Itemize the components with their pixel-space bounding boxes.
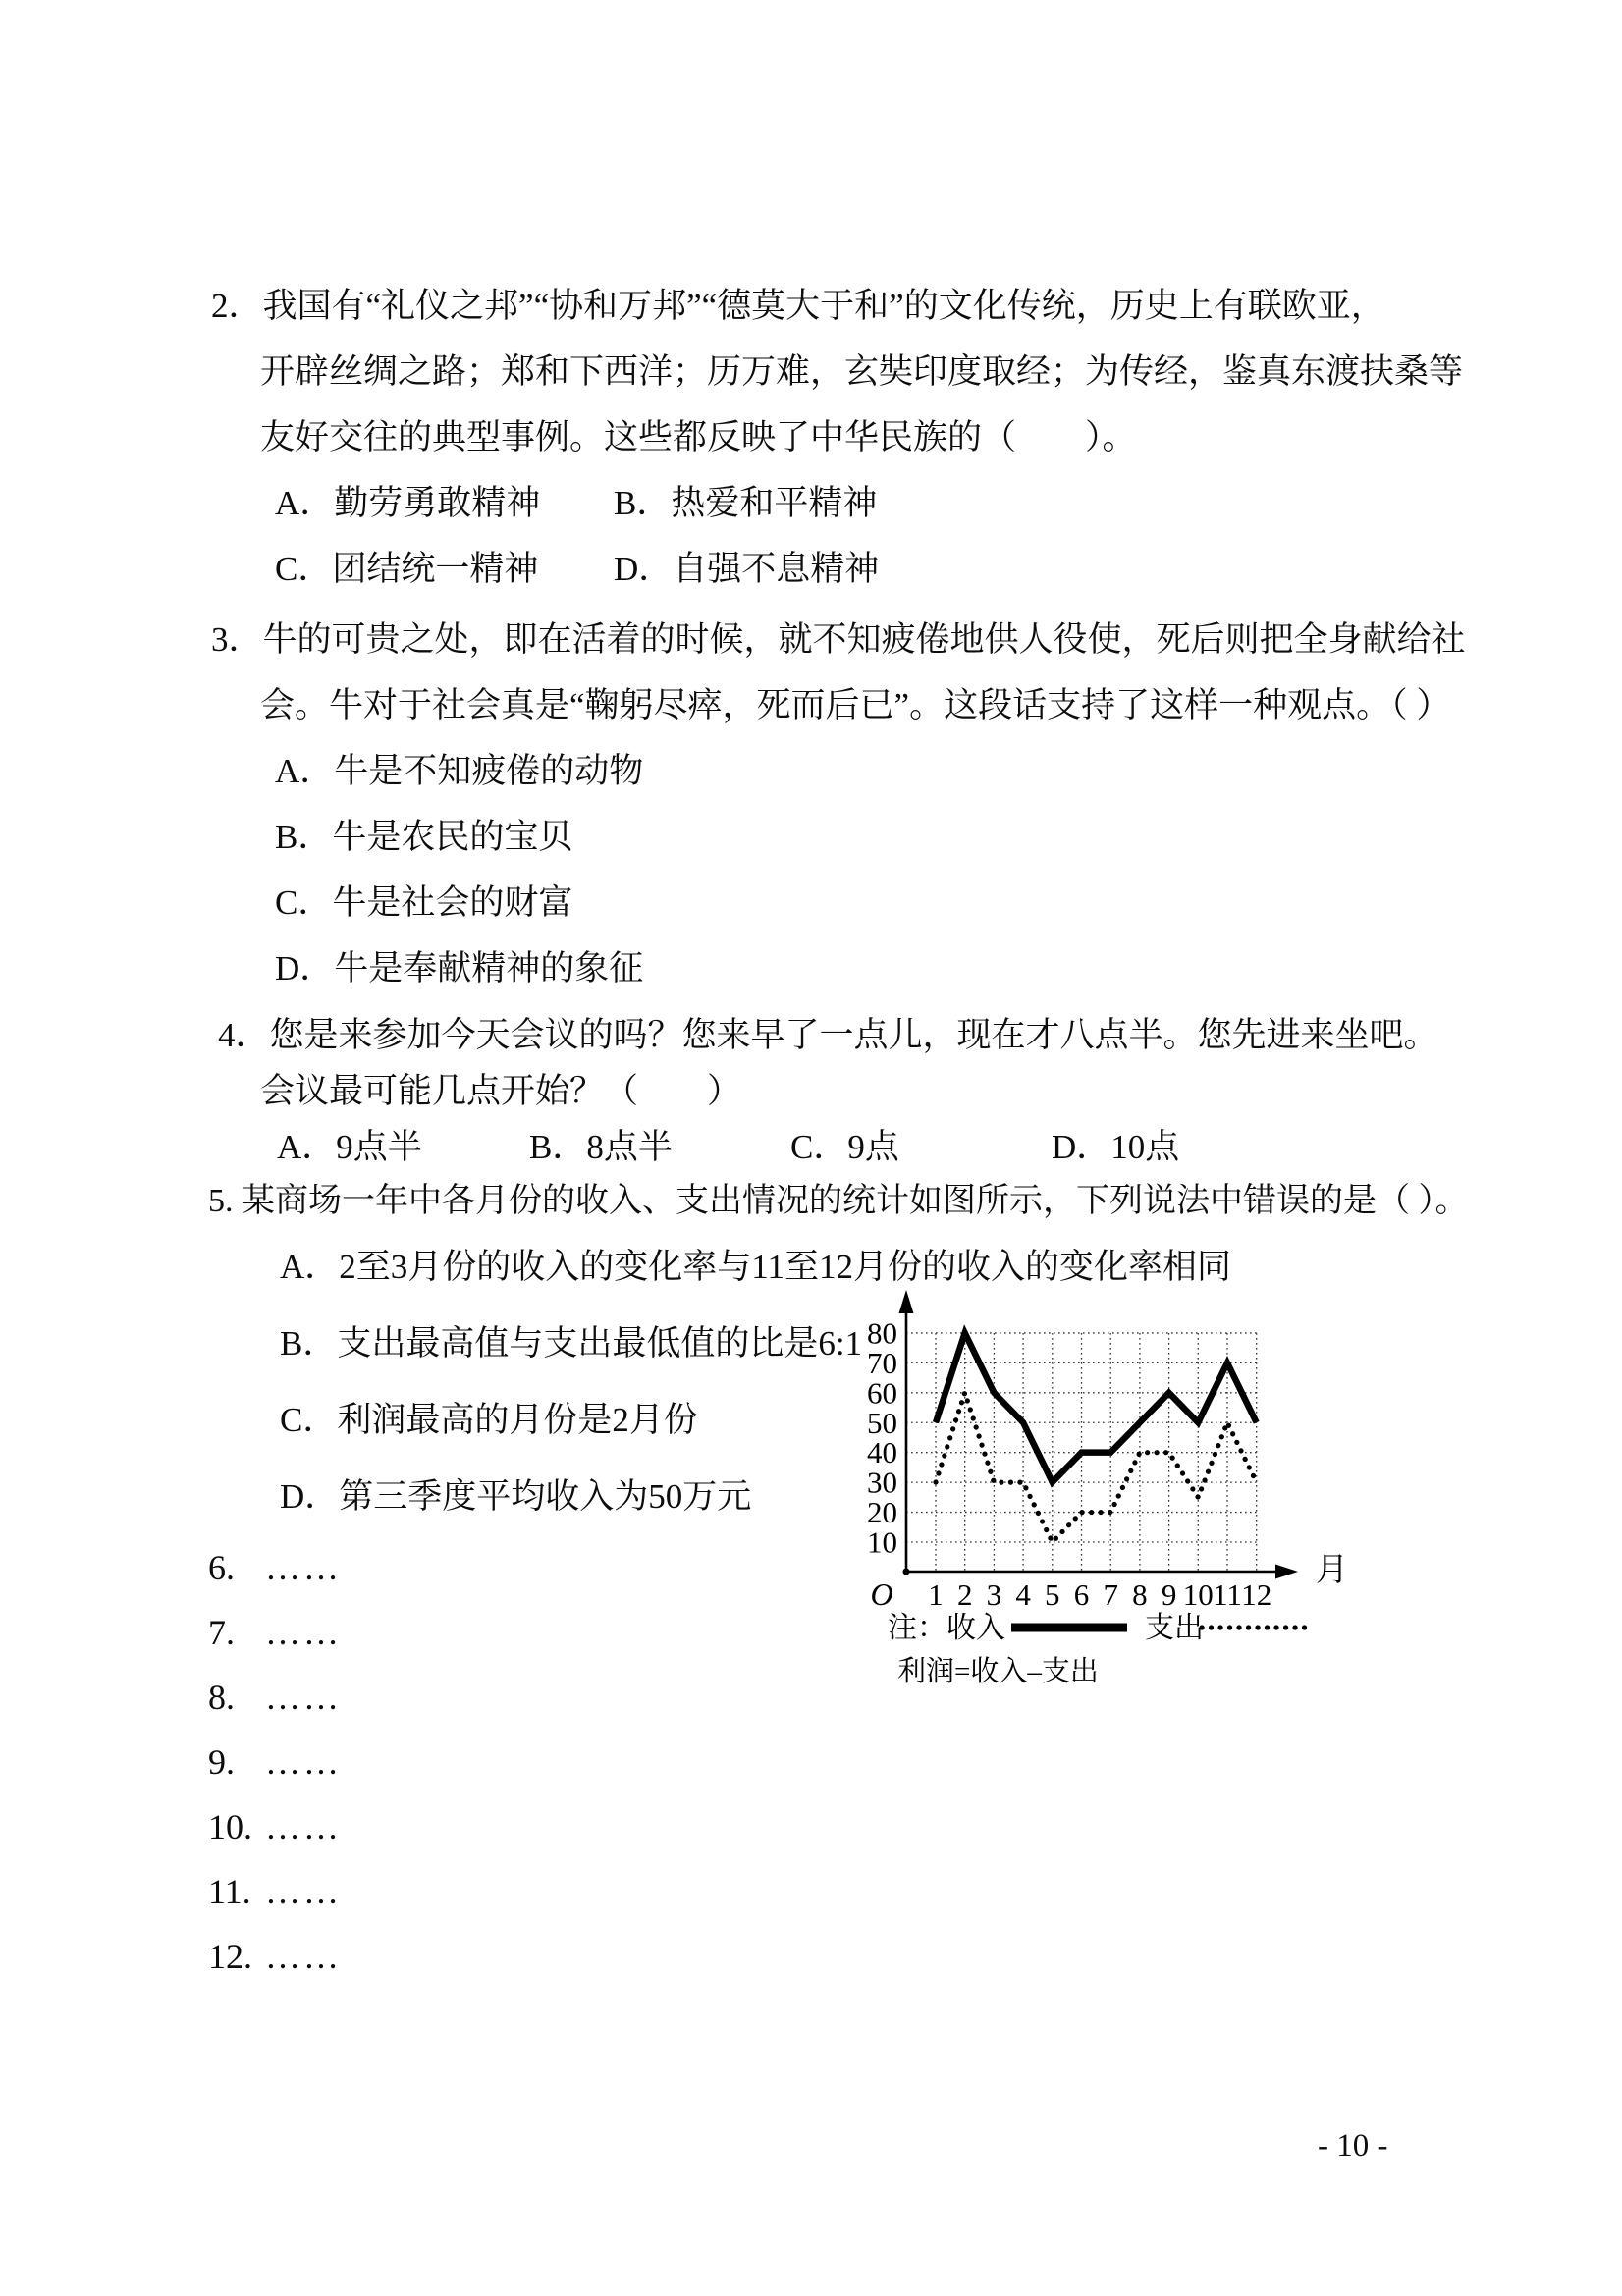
svg-text:利润=收入–支出: 利润=收入–支出	[897, 1656, 1099, 1687]
svg-text:20: 20	[867, 1495, 897, 1530]
svg-text:30: 30	[867, 1465, 897, 1500]
series-line-收入	[936, 1333, 1257, 1482]
svg-text:60: 60	[867, 1375, 897, 1411]
question-2-line-2: 开辟丝绸之路；郑和下西洋；历万难，玄奘印度取经；为传经，鉴真东渡扶桑等	[260, 352, 1464, 391]
svg-text:8: 8	[1132, 1577, 1148, 1612]
question-5-option-a: A．2至3月份的收入的变化率与11至12月份的收入的变化率相同	[280, 1248, 1231, 1286]
svg-text:10: 10	[867, 1524, 897, 1560]
svg-text:50: 50	[867, 1405, 897, 1440]
question-2-option-d: D．自强不息精神	[614, 550, 880, 588]
series-line-支出	[936, 1393, 1257, 1542]
question-4	[218, 1007, 1573, 1175]
svg-text:3: 3	[986, 1577, 1002, 1612]
svg-text:40: 40	[867, 1435, 897, 1470]
question-3-option-d: D．牛是奉献精神的象征	[275, 949, 644, 988]
svg-text:11: 11	[1213, 1577, 1242, 1612]
placeholder-item: 12. ……	[208, 1937, 342, 1976]
question-5-option-d: D．第三季度平均收入为50万元	[280, 1477, 752, 1516]
placeholder-item: 10. ……	[208, 1807, 342, 1846]
question-4-option-a: A．9点半	[277, 1128, 422, 1166]
placeholder-question-list	[208, 1535, 342, 1989]
svg-text:月: 月	[1316, 1553, 1348, 1588]
svg-text:9: 9	[1161, 1577, 1177, 1612]
question-2-option-b: B．热爱和平精神	[614, 484, 878, 522]
question-2-option-a: A．勤劳勇敢精神	[275, 484, 541, 522]
svg-text:6: 6	[1073, 1577, 1090, 1612]
svg-text:80: 80	[867, 1315, 897, 1351]
question-2-line-3: 友好交往的典型事例。这些都反映了中华民族的（ ）。	[260, 418, 1137, 456]
question-4-option-d: D．10点	[1052, 1128, 1180, 1166]
svg-text:4: 4	[1015, 1577, 1031, 1612]
question-2-line-1: 2．我国有“礼仪之邦”“协和万邦”“德莫大于和”的文化传统，历史上有联欧亚，	[211, 287, 1385, 325]
placeholder-item: 11. ……	[208, 1872, 342, 1911]
question-4-option-b: B．8点半	[529, 1128, 673, 1166]
question-3	[211, 607, 1566, 1001]
question-2-options	[275, 470, 1566, 602]
question-3-option-a: A．牛是不知疲倦的动物	[275, 752, 644, 790]
question-2-option-c: C．团结统一精神	[275, 550, 539, 588]
svg-text:注：收入: 注：收入	[888, 1612, 1005, 1644]
question-2	[211, 273, 1566, 602]
income-expense-chart-figure	[854, 1276, 1404, 1698]
question-3-option-b: B．牛是农民的宝贝	[275, 818, 573, 856]
svg-text:2: 2	[956, 1577, 973, 1612]
question-5-option-c: C．利润最高的月份是2月份	[280, 1401, 698, 1439]
placeholder-item: 6. ……	[208, 1548, 342, 1587]
placeholder-item: 8. ……	[208, 1678, 342, 1717]
svg-text:12: 12	[1241, 1577, 1272, 1612]
question-4-line-2: 会议最可能几点开始？（ ）	[260, 1072, 742, 1110]
origin-dot	[903, 1569, 910, 1575]
question-4-options	[277, 1119, 1573, 1175]
placeholder-item: 7. ……	[208, 1613, 342, 1652]
question-4-line-1: 4．您是来参加今天会议的吗？您来早了一点儿，现在才八点半。您先进来坐吧。	[218, 1016, 1438, 1054]
income-expense-chart	[854, 1276, 1404, 1698]
question-3-line-1: 3．牛的可贵之处，即在活着的时候，就不知疲倦地供人役使，死后则把全身献给社	[211, 620, 1466, 659]
question-4-option-c: C．9点	[790, 1128, 899, 1166]
placeholder-item: 9. ……	[208, 1742, 342, 1782]
svg-text:O: O	[870, 1576, 893, 1612]
question-3-line-2: 会。牛对于社会真是“鞠躬尽瘁，死而后已”。这段话支持了这样一种观点。（ ）	[260, 686, 1451, 724]
svg-text:7: 7	[1103, 1577, 1118, 1612]
svg-text:10: 10	[1182, 1577, 1214, 1612]
svg-text:1: 1	[928, 1577, 944, 1612]
question-3-option-c: C．牛是社会的财富	[275, 883, 573, 922]
svg-text:70: 70	[867, 1345, 897, 1380]
svg-text:支出: 支出	[1145, 1612, 1204, 1644]
x-axis-arrow	[1275, 1565, 1298, 1579]
page-number: - 10 -	[1318, 2128, 1388, 2163]
svg-text:5: 5	[1045, 1577, 1060, 1612]
question-5-option-b: B．支出最高值与支出最低值的比是6:1	[280, 1324, 863, 1362]
y-axis-arrow	[899, 1290, 914, 1313]
question-5-stem: 5. 某商场一年中各月份的收入、支出情况的统计如图所示，下列说法中错误的是（ ）。	[208, 1183, 1469, 1219]
